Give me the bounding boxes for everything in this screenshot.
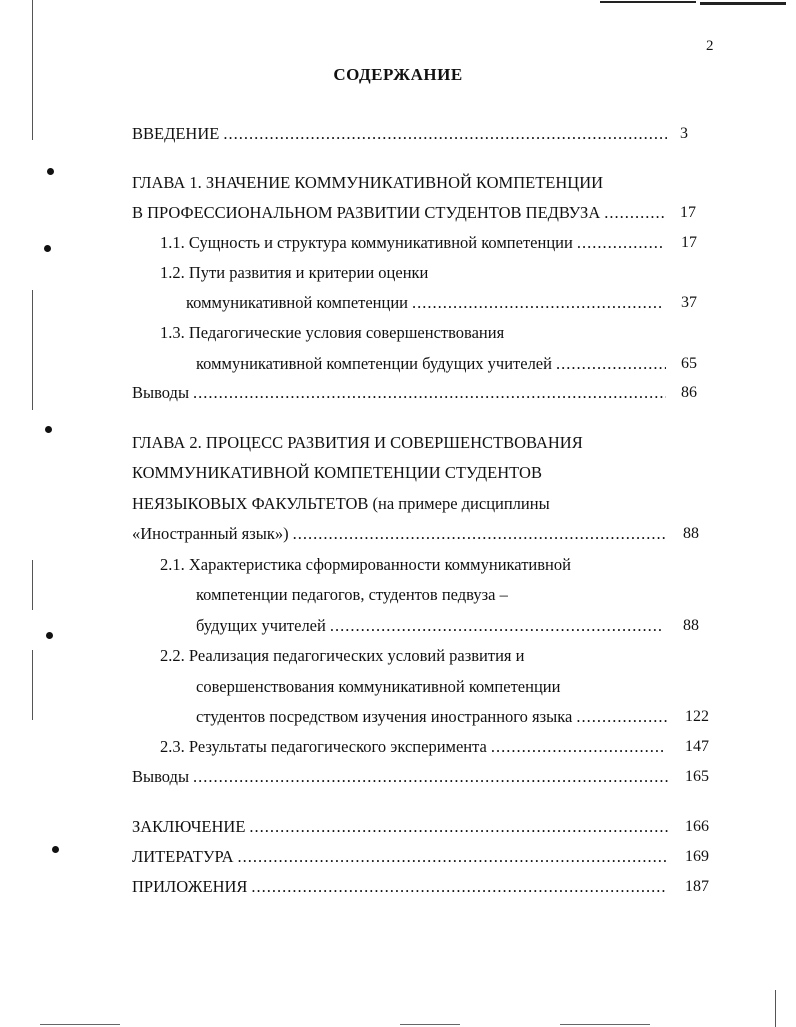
toc-entry-chapter1-conclusions: [132, 383, 666, 403]
leader-dots: [491, 737, 666, 757]
toc-label: ВВЕДЕНИЕ: [132, 124, 220, 143]
scan-artifact-bottom-dash: [560, 1024, 650, 1025]
chapter2-heading-note: (на примере дисциплины: [368, 494, 550, 513]
scan-artifact-top-line: [700, 2, 786, 5]
toc-entry-1-3: [196, 354, 666, 374]
toc-entry-literature: [132, 847, 668, 867]
toc-entry-2-1: [196, 616, 664, 636]
chapter2-heading-line2: КОММУНИКАТИВНОЙ КОМПЕТЕНЦИИ СТУДЕНТОВ: [132, 463, 542, 482]
toc-label: Выводы: [132, 383, 190, 402]
toc-page-number: 165: [685, 768, 709, 785]
chapter2-heading-line1: ГЛАВА 2. ПРОЦЕСС РАЗВИТИЯ И СОВЕРШЕНСТВОВАНИЯ: [132, 433, 583, 452]
scan-artifact-left-line: [32, 650, 33, 720]
leader-dots: [330, 616, 664, 636]
toc-label: ЗАКЛЮЧЕНИЕ: [132, 817, 246, 836]
chapter1-heading-line1: ГЛАВА 1. ЗНАЧЕНИЕ КОММУНИКАТИВНОЙ КОМПЕТЕНЦИИ: [132, 173, 604, 192]
toc-entry-2-2-line2: совершенствования коммуникативной компетенции: [196, 677, 561, 696]
toc-page-number: 3: [680, 125, 688, 142]
toc-label: будущих учителей: [196, 616, 326, 635]
leader-dots: [223, 124, 667, 144]
page-number: 2: [706, 38, 714, 54]
toc-entry-2-1-line1: 2.1. Характеристика сформированности коммуникативной: [160, 555, 571, 574]
leader-dots: [251, 877, 667, 897]
toc-entry-1-3-line1: 1.3. Педагогические условия совершенствования: [160, 323, 505, 342]
chapter1-heading-line2: В ПРОФЕССИОНАЛЬНОМ РАЗВИТИИ СТУДЕНТОВ ПЕДВУЗА: [132, 203, 601, 222]
scan-artifact-dot: [47, 168, 54, 175]
toc-entry-chapter2-conclusions: [132, 767, 668, 787]
toc-page-number: 88: [683, 617, 699, 634]
toc-page-number: 147: [685, 738, 709, 755]
scan-artifact-right-line: [775, 990, 776, 1027]
toc-label: 2.3. Результаты педагогического эксперимента: [160, 737, 487, 756]
leader-dots: [576, 707, 668, 727]
leader-dots: [238, 847, 668, 867]
chapter2-heading-line3: [132, 494, 550, 514]
leader-dots: [249, 817, 668, 837]
chapter2-heading-caps: НЕЯЗЫКОВЫХ ФАКУЛЬТЕТОВ: [132, 494, 369, 513]
chapter2-heading-line4: «Иностранный язык»): [132, 524, 289, 543]
leader-dots: [556, 354, 666, 374]
toc-label: коммуникативной компетенции: [186, 293, 409, 312]
toc-entry-1-1: [160, 233, 662, 253]
toc-page-number: 17: [680, 204, 696, 221]
toc-entry-appendices: [132, 877, 667, 897]
toc-page-number: 169: [685, 848, 709, 865]
leader-dots: [193, 383, 666, 403]
leader-dots: [412, 293, 664, 313]
toc-page-number: 166: [685, 818, 709, 835]
toc-entry-2-2-line1: 2.2. Реализация педагогических условий развития и: [160, 646, 525, 665]
toc-label: студентов посредством изучения иностранного языка: [196, 707, 573, 726]
toc-page-number: 88: [683, 525, 699, 542]
toc-entry-2-1-line2: компетенции педагогов, студентов педвуза –: [196, 585, 508, 604]
toc-label: Выводы: [132, 767, 190, 786]
toc-label: ЛИТЕРАТУРА: [132, 847, 234, 866]
toc-entry-2-3: [160, 737, 666, 757]
scan-artifact-bottom-dash: [40, 1024, 120, 1025]
toc-entry-1-2-line1: 1.2. Пути развития и критерии оценки: [160, 263, 429, 282]
scan-artifact-left-line: [32, 560, 33, 610]
toc-entry-chapter2: [132, 524, 666, 544]
toc-page-number: 17: [681, 234, 697, 251]
leader-dots: [293, 524, 666, 544]
scan-artifact-dot: [45, 426, 52, 433]
toc-label: коммуникативной компетенции будущих учителей: [196, 354, 552, 373]
scan-artifact-dot: [44, 245, 51, 252]
toc-page-number: 37: [681, 294, 697, 311]
toc-page-number: 122: [685, 708, 709, 725]
scan-artifact-left-line: [32, 290, 33, 410]
scan-artifact-top-line: [600, 1, 696, 3]
leader-dots: [193, 767, 668, 787]
toc-entry-2-2: [196, 707, 668, 727]
toc-page-number: 187: [685, 878, 709, 895]
toc-entry-chapter1: [132, 203, 665, 223]
toc-label: ПРИЛОЖЕНИЯ: [132, 877, 248, 896]
scan-artifact-dot: [52, 846, 59, 853]
scan-artifact-bottom-dash: [400, 1024, 460, 1025]
toc-page-number: 65: [681, 355, 697, 372]
toc-entry-conclusion: [132, 817, 668, 837]
leader-dots: [577, 233, 662, 253]
scan-artifact-dot: [46, 632, 53, 639]
toc-label: 1.1. Сущность и структура коммуникативной компетенции: [160, 233, 573, 252]
page-title: СОДЕРЖАНИЕ: [333, 65, 463, 84]
toc-entry-1-2: [186, 293, 664, 313]
toc-page-number: 86: [681, 384, 697, 401]
toc-entry-intro: [132, 124, 667, 144]
